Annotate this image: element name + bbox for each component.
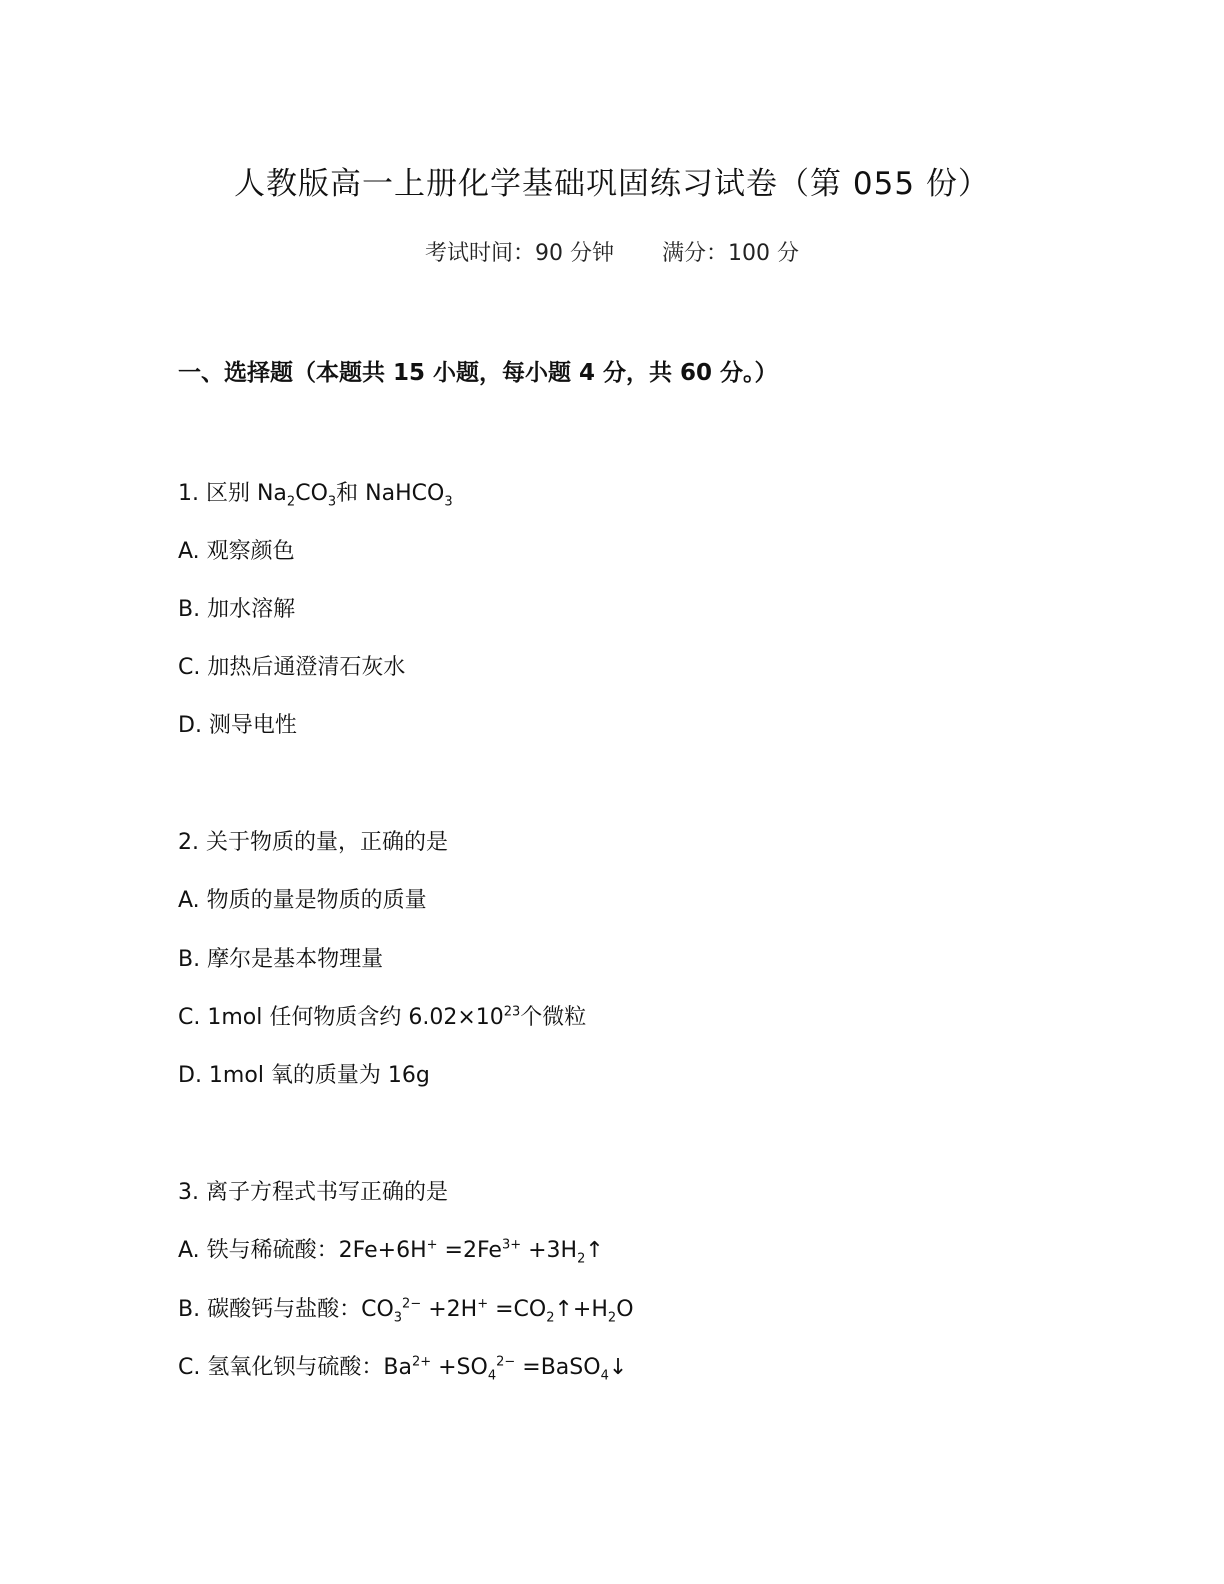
- question-2-option-b: B. 摩尔是基本物理量: [178, 947, 384, 972]
- question-1-option-a: A. 观察颜色: [178, 539, 295, 564]
- question-1-option-d: D. 测导电性: [178, 713, 297, 738]
- question-2-stem: 2. 关于物质的量，正确的是: [178, 830, 448, 855]
- full-score: 满分：100 分: [662, 241, 799, 266]
- question-1-option-c: C. 加热后通澄清石灰水: [178, 655, 406, 680]
- exam-time: 考试时间：90 分钟: [425, 241, 614, 266]
- exam-title: 人教版高一上册化学基础巩固练习试卷（第 055 份）: [234, 166, 990, 202]
- question-3-option-b: B. 碳酸钙与盐酸：$CO_3^{2-} +2H^+$ $=CO_2↑+H_2O$: [178, 1296, 634, 1326]
- question-3-option-c: C. 氢氧化钡与硫酸：$Ba^{2+} +SO_4^{2-}$ =BaSO$_4$↓: [178, 1354, 628, 1384]
- question-3-stem: 3. 离子方程式书写正确的是: [178, 1180, 448, 1205]
- question-1-stem: 1. 区别 $Na_2CO_3$和 NaHCO$_3$: [178, 481, 453, 510]
- section-heading: 一、选择题（本题共 15 小题，每小题 4 分，共 60 分。）: [178, 360, 778, 386]
- question-3-option-a: A. 铁与稀硫酸：$2Fe+6H^+ =2Fe^{3+}$ $+3H_2↑$: [178, 1237, 604, 1267]
- question-2-option-a: A. 物质的量是物质的质量: [178, 888, 427, 913]
- question-2-option-c: C. 1mol 任何物质含约 $6.02\times 10^{23}$个微粒: [178, 1004, 587, 1030]
- question-1-option-b: B. 加水溶解: [178, 597, 296, 622]
- exam-info: [0, 236, 1224, 267]
- question-2-option-d: D. 1mol 氧的质量为 16g: [178, 1063, 430, 1088]
